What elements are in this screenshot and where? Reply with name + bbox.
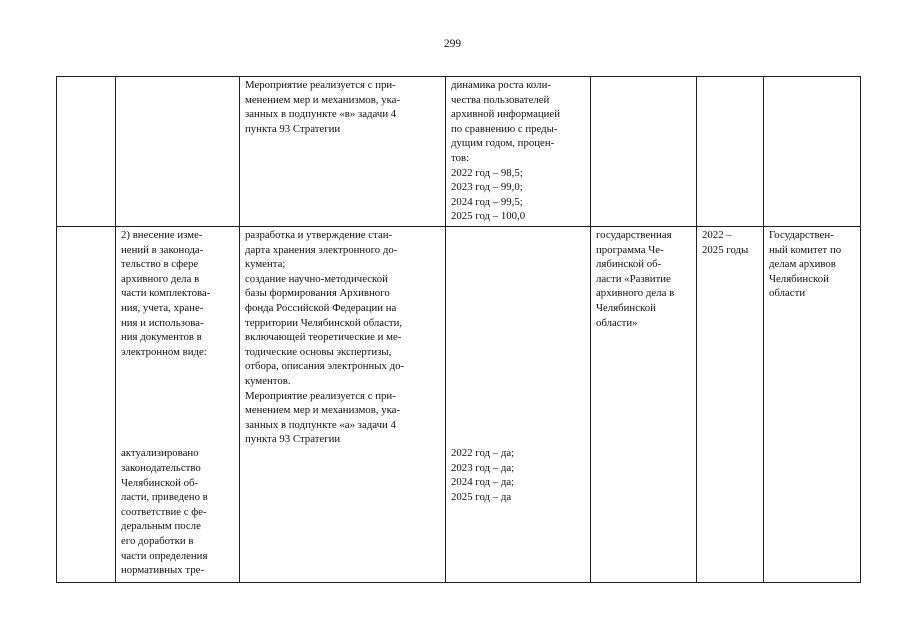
text-line: ния документов в	[121, 331, 202, 344]
cell-task	[116, 77, 240, 227]
text-line: ния, учета, хране-	[121, 301, 204, 314]
text-line: делам архивов	[769, 258, 836, 271]
text-line: фонда Российской Федерации на	[245, 301, 397, 314]
text-line: области	[769, 287, 806, 300]
text-line: нормативных тре-	[121, 564, 205, 577]
text-line: 2022 год – да;	[451, 447, 515, 459]
text-line: части определения	[121, 549, 208, 562]
text-line: кументов.	[245, 374, 291, 387]
cell-number	[57, 77, 116, 227]
text-line: чества пользователей	[451, 93, 550, 106]
text-line: дарта хранения электронного до-	[245, 243, 398, 256]
text-line: 2) внесение изме-	[121, 229, 203, 241]
text-line: его доработки в	[121, 534, 194, 547]
text-line: соответствие с фе-	[121, 505, 207, 518]
text-line: территории Челябинской области,	[245, 316, 403, 329]
text-line: области»	[596, 316, 638, 329]
text-line: менением мер и механизмов, ука-	[245, 93, 401, 106]
text-line: 2025 год – да	[451, 490, 512, 503]
text-line: базы формирования Архивного	[245, 287, 390, 300]
text-line: 2025 годы	[702, 243, 749, 256]
text-line: архивной информацией	[451, 108, 560, 121]
spacer	[121, 359, 234, 446]
text-line: включающей теоретические и ме-	[245, 331, 402, 344]
text-line: архивного дела в	[596, 287, 675, 300]
text-line: 2022 год – 98,5;	[451, 166, 523, 179]
text-line: 2025 год – 100,0	[451, 210, 526, 223]
text-line: тов:	[451, 151, 470, 164]
text-line: электронном виде:	[121, 345, 207, 358]
text-line: создание научно-методической	[245, 272, 388, 285]
text-line: лябинской об-	[596, 258, 662, 271]
text-line: законодательство	[121, 461, 201, 474]
text-line: менением мер и механизмов, ука-	[245, 404, 401, 417]
text-line: 2023 год – да;	[451, 461, 515, 474]
cell-measures	[240, 227, 446, 583]
text-line: Мероприятие реализуется с при-	[245, 79, 396, 91]
table-row	[57, 77, 861, 227]
cell-indicators	[446, 77, 591, 227]
text-line: государственная	[596, 229, 672, 241]
cell-responsible	[764, 77, 861, 227]
text-line: ния и использова-	[121, 316, 204, 329]
cell-program	[591, 77, 697, 227]
text-line: 2024 год – да;	[451, 476, 515, 489]
cell-task	[116, 227, 240, 583]
text-line: Мероприятие реализуется с при-	[245, 389, 396, 402]
text-line: 2023 год – 99,0;	[451, 181, 523, 194]
text-line: занных в подпункте «в» задачи 4	[245, 108, 397, 121]
text-line: актуализировано	[121, 447, 199, 460]
text-line: занных в подпункте «а» задачи 4	[245, 418, 396, 431]
text-line: тодические основы экспертизы,	[245, 345, 392, 358]
table-row	[57, 227, 861, 583]
text-line: программа Че-	[596, 243, 664, 256]
spacer	[451, 228, 585, 446]
text-line: дущим годом, процен-	[451, 137, 555, 150]
text-line: динамика роста коли-	[451, 79, 551, 91]
text-line: Челябинской	[596, 301, 656, 314]
text-line: 2024 год – 99,5;	[451, 195, 523, 208]
text-line: пункта 93 Стратегии	[245, 122, 341, 135]
cell-number	[57, 227, 116, 583]
text-line: тельство в сфере	[121, 258, 199, 271]
text-line: деральным после	[121, 520, 201, 533]
cell-period	[697, 77, 764, 227]
document-table	[56, 76, 861, 583]
text-line: разработка и утверждение стан-	[245, 229, 393, 241]
text-line: 2022 –	[702, 229, 732, 241]
text-line: кумента;	[245, 258, 286, 271]
text-line: пункта 93 Стратегии	[245, 433, 341, 446]
cell-indicators	[446, 227, 591, 583]
text-line: Челябинской	[769, 272, 829, 285]
text-line: ласти «Развитие	[596, 272, 671, 285]
text-line: Челябинской об-	[121, 476, 199, 489]
text-line: по сравнению с преды-	[451, 122, 558, 135]
text-line: архивного дела в	[121, 272, 200, 285]
cell-period	[697, 227, 764, 583]
text-line: нений в законода-	[121, 243, 204, 256]
text-line: части комплектова-	[121, 287, 211, 300]
page-number: 299	[443, 38, 462, 50]
text-line: отбора, описания электронных до-	[245, 360, 405, 373]
cell-responsible	[764, 227, 861, 583]
cell-program	[591, 227, 697, 583]
text-line: ный комитет по	[769, 243, 842, 256]
cell-measures	[240, 77, 446, 227]
text-line: Государствен-	[769, 229, 834, 241]
text-line: ласти, приведено в	[121, 491, 208, 504]
